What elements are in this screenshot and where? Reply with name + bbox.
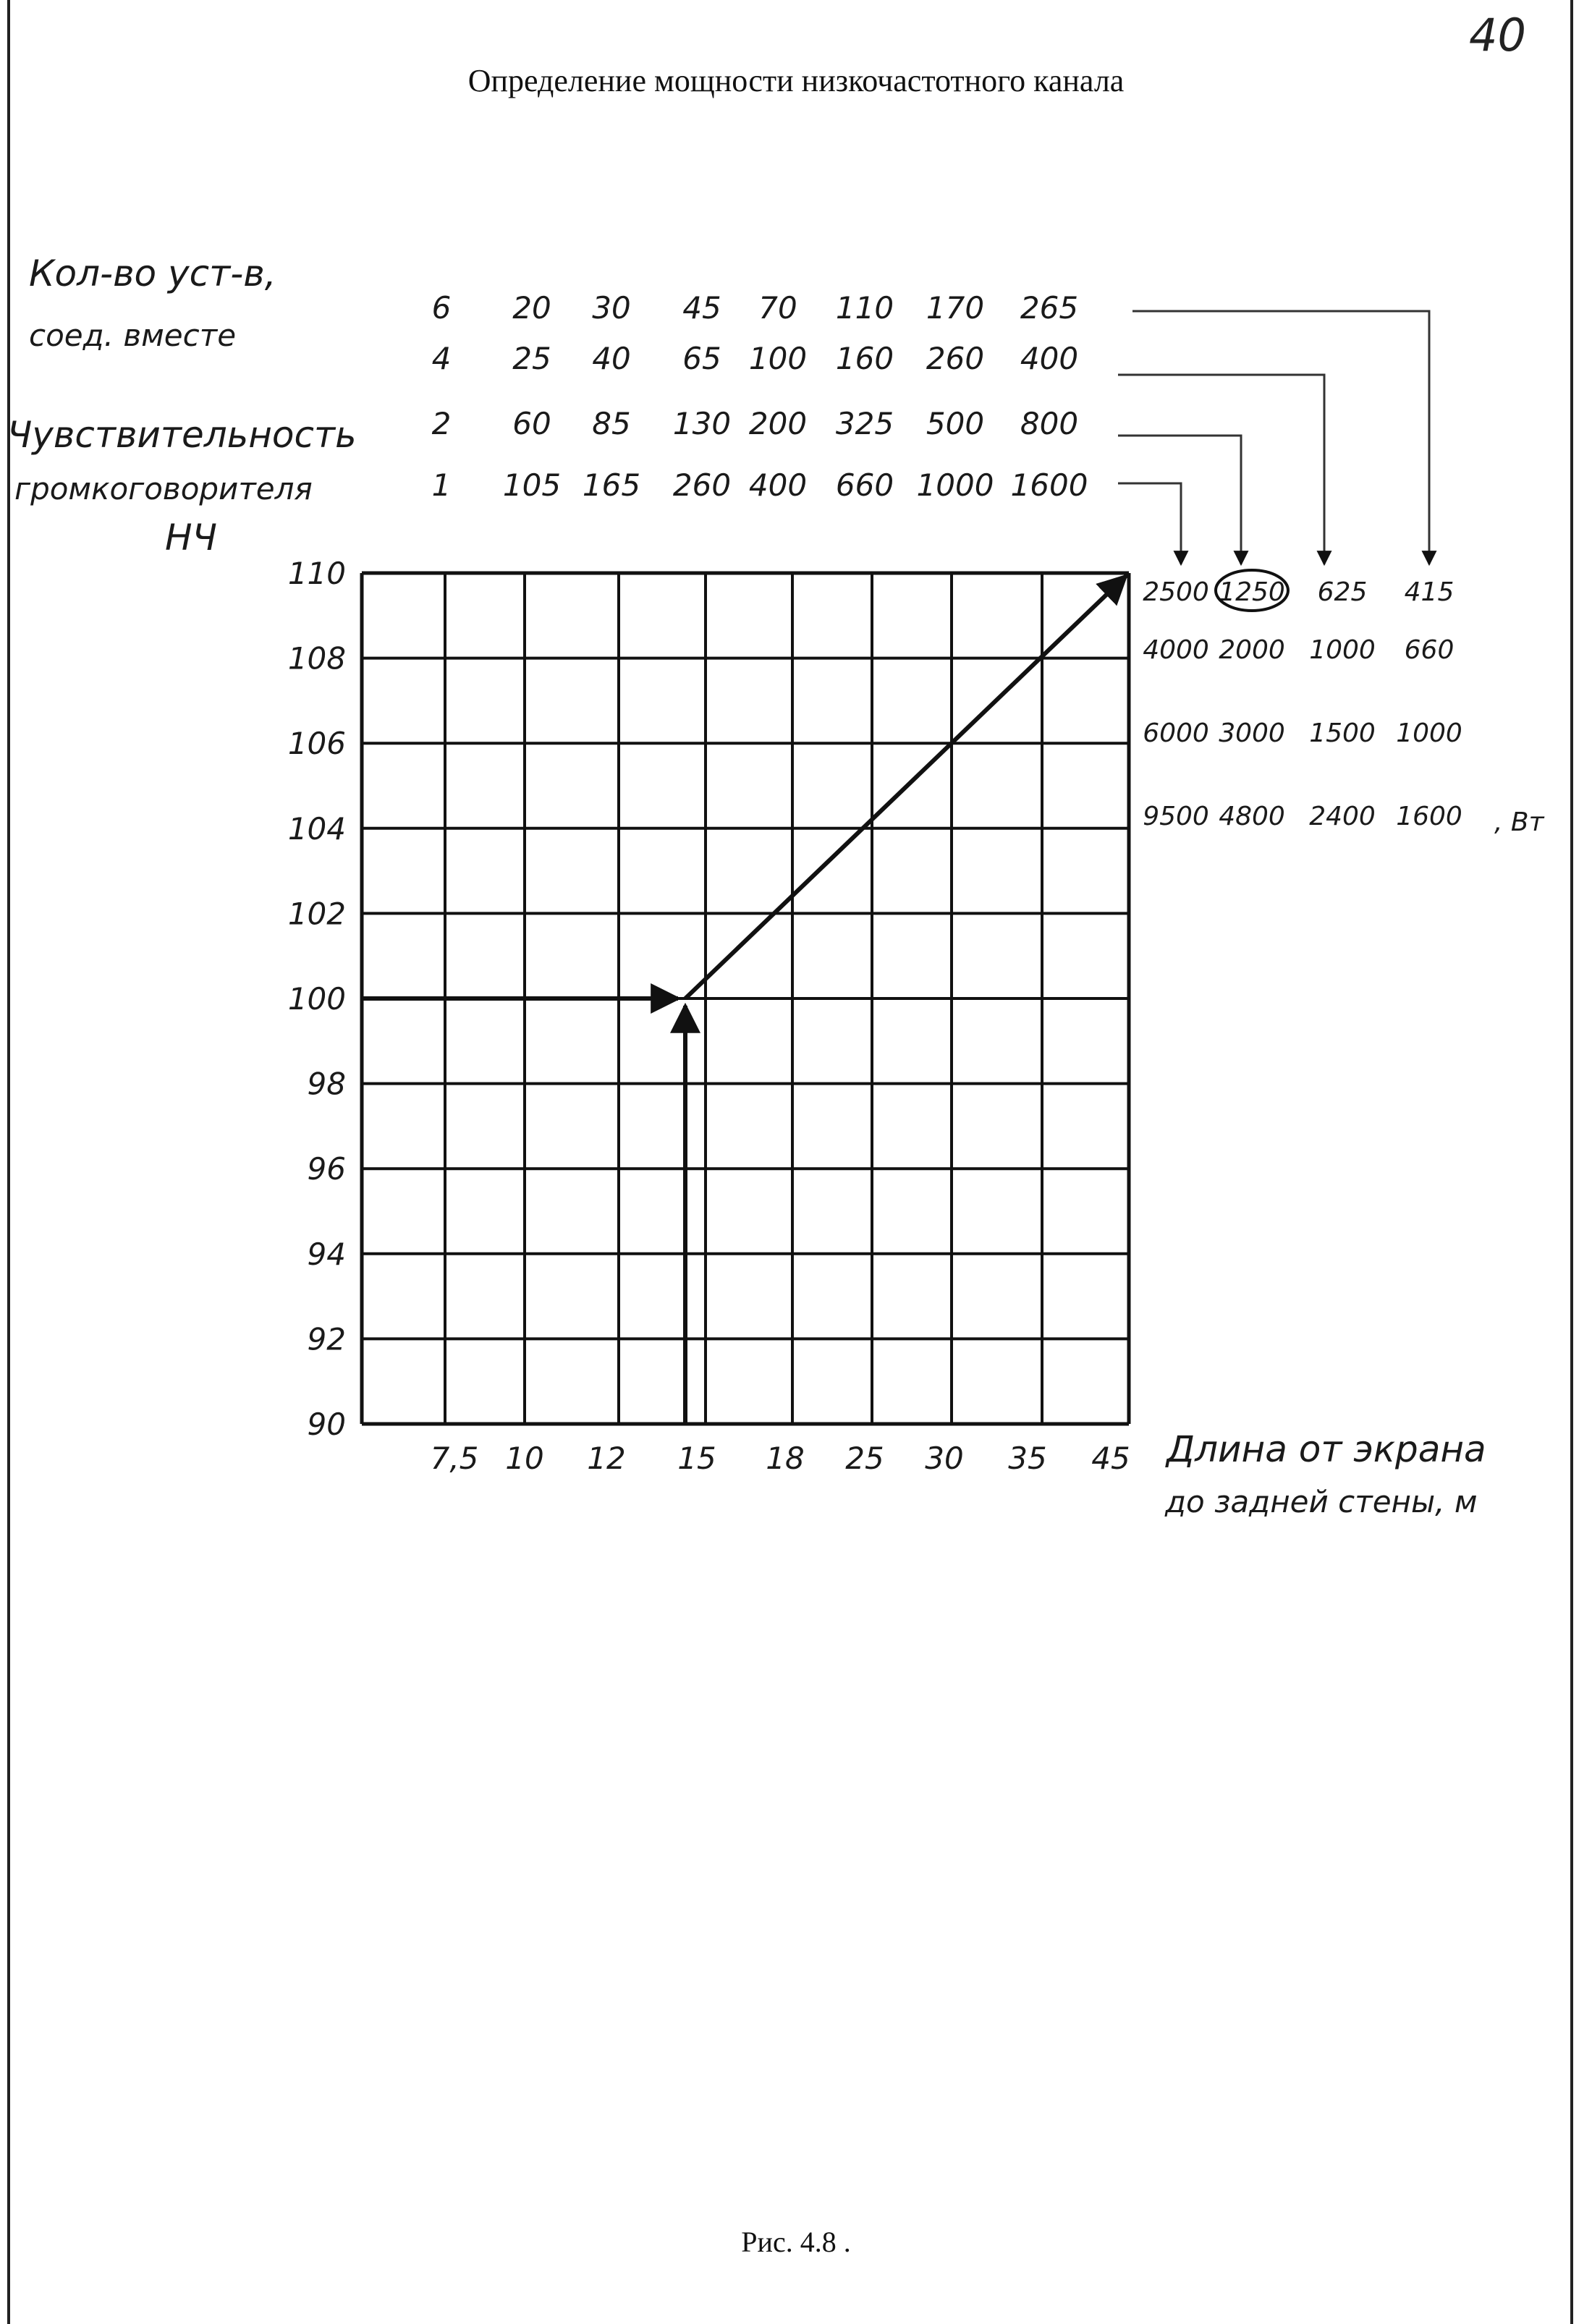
count-cell: 65 [682, 341, 721, 376]
x-tick-label: 10 [505, 1441, 544, 1476]
count-cell: 165 [582, 467, 641, 503]
power-unit: , Вт [1494, 807, 1544, 837]
count-cell: 200 [748, 406, 808, 441]
count-cell: 85 [592, 406, 631, 441]
count-cell: 400 [748, 467, 808, 503]
power-cell: 1600 [1396, 802, 1462, 831]
count-cell: 160 [835, 341, 894, 376]
power-cell: 4800 [1219, 802, 1285, 831]
y-tick-label: 106 [287, 726, 346, 762]
count-cell: 20 [512, 290, 551, 326]
xlabel-line-2: до задней стены, м [1165, 1484, 1478, 1519]
xlabel-line-1: Длина от экрана [1167, 1428, 1486, 1470]
count-cell: 800 [1020, 406, 1079, 441]
count-cell: 170 [926, 290, 985, 326]
power-cell: 660 [1404, 635, 1455, 665]
count-cell: 260 [926, 341, 985, 376]
count-cell: 265 [1020, 290, 1079, 326]
x-tick-label: 12 [587, 1441, 626, 1476]
y-tick-labels [288, 556, 346, 1442]
y-tick-label: 104 [287, 810, 346, 847]
ylabel-line-1: Чувствительность [7, 414, 357, 456]
power-cell: 2500 [1143, 577, 1209, 607]
x-tick-label: 7,5 [430, 1441, 479, 1476]
guide-line-2 [1118, 436, 1241, 564]
guide-line-6 [1132, 311, 1429, 564]
power-cell: 415 [1404, 577, 1455, 607]
count-cell: 45 [682, 290, 721, 326]
guide-line-1 [1118, 483, 1181, 564]
count-cell: 660 [835, 467, 894, 503]
y-tick-label: 96 [307, 1151, 346, 1187]
x-tick-label: 35 [1008, 1441, 1047, 1476]
power-cell: 1000 [1396, 718, 1462, 748]
y-tick-label: 110 [287, 556, 346, 591]
power-table [1143, 577, 1462, 831]
path-diagonal [685, 576, 1126, 998]
power-cell: 1250 [1219, 577, 1285, 607]
x-tick-label: 30 [925, 1441, 964, 1476]
count-table [432, 290, 1088, 503]
count-label-line-1: Кол-во уст-в, [29, 253, 276, 294]
x-tick-label: 25 [845, 1441, 884, 1476]
ylabel-line-3: НЧ [165, 517, 217, 559]
x-tick-label: 15 [677, 1441, 716, 1476]
ylabel-line-2: громкоговорителя [14, 471, 313, 506]
count-cell: 110 [835, 290, 894, 326]
guide-lines [1118, 311, 1429, 564]
y-tick-label: 98 [307, 1066, 346, 1102]
power-cell: 6000 [1143, 718, 1209, 748]
count-cell: 100 [748, 341, 808, 376]
y-tick-label: 102 [287, 896, 346, 932]
power-cell: 1500 [1309, 718, 1376, 748]
count-cell: 260 [672, 467, 732, 503]
count-row-label: 4 [431, 341, 452, 376]
count-cell: 500 [926, 406, 985, 441]
count-cell: 130 [672, 406, 732, 441]
figure-caption: Рис. 4.8 . [741, 2226, 851, 2258]
count-row-label: 6 [431, 290, 452, 326]
x-tick-labels [431, 1441, 1130, 1476]
page-title: Определение мощности низкочастотного канала [467, 63, 1125, 98]
x-tick-label: 18 [766, 1441, 805, 1476]
count-cell: 60 [512, 406, 551, 441]
power-cell: 2400 [1309, 802, 1376, 831]
count-row-label: 1 [431, 467, 452, 503]
y-tick-label: 90 [307, 1407, 346, 1442]
count-cell: 400 [1020, 341, 1079, 376]
count-cell: 1600 [1010, 467, 1088, 503]
power-cell: 3000 [1219, 718, 1285, 748]
count-cell: 1000 [916, 467, 994, 503]
count-cell: 40 [592, 341, 631, 376]
x-tick-label: 45 [1091, 1441, 1130, 1476]
count-row-label: 2 [431, 406, 452, 441]
power-cell: 9500 [1143, 802, 1209, 831]
power-cell: 4000 [1143, 635, 1209, 665]
y-tick-label: 94 [307, 1236, 346, 1272]
page-number: 40 [1469, 9, 1526, 62]
power-cell: 625 [1317, 577, 1368, 607]
y-tick-label: 92 [307, 1321, 346, 1357]
count-cell: 105 [502, 467, 562, 503]
power-cell: 2000 [1219, 635, 1285, 665]
count-cell: 70 [758, 290, 797, 326]
count-cell: 25 [512, 341, 551, 376]
count-cell: 30 [592, 290, 631, 326]
count-cell: 325 [835, 406, 894, 441]
y-tick-label: 108 [287, 640, 346, 677]
guide-line-4 [1118, 375, 1324, 564]
power-cell: 1000 [1309, 635, 1376, 665]
y-tick-label: 100 [287, 981, 346, 1017]
count-label-line-2: соед. вместе [29, 318, 237, 353]
